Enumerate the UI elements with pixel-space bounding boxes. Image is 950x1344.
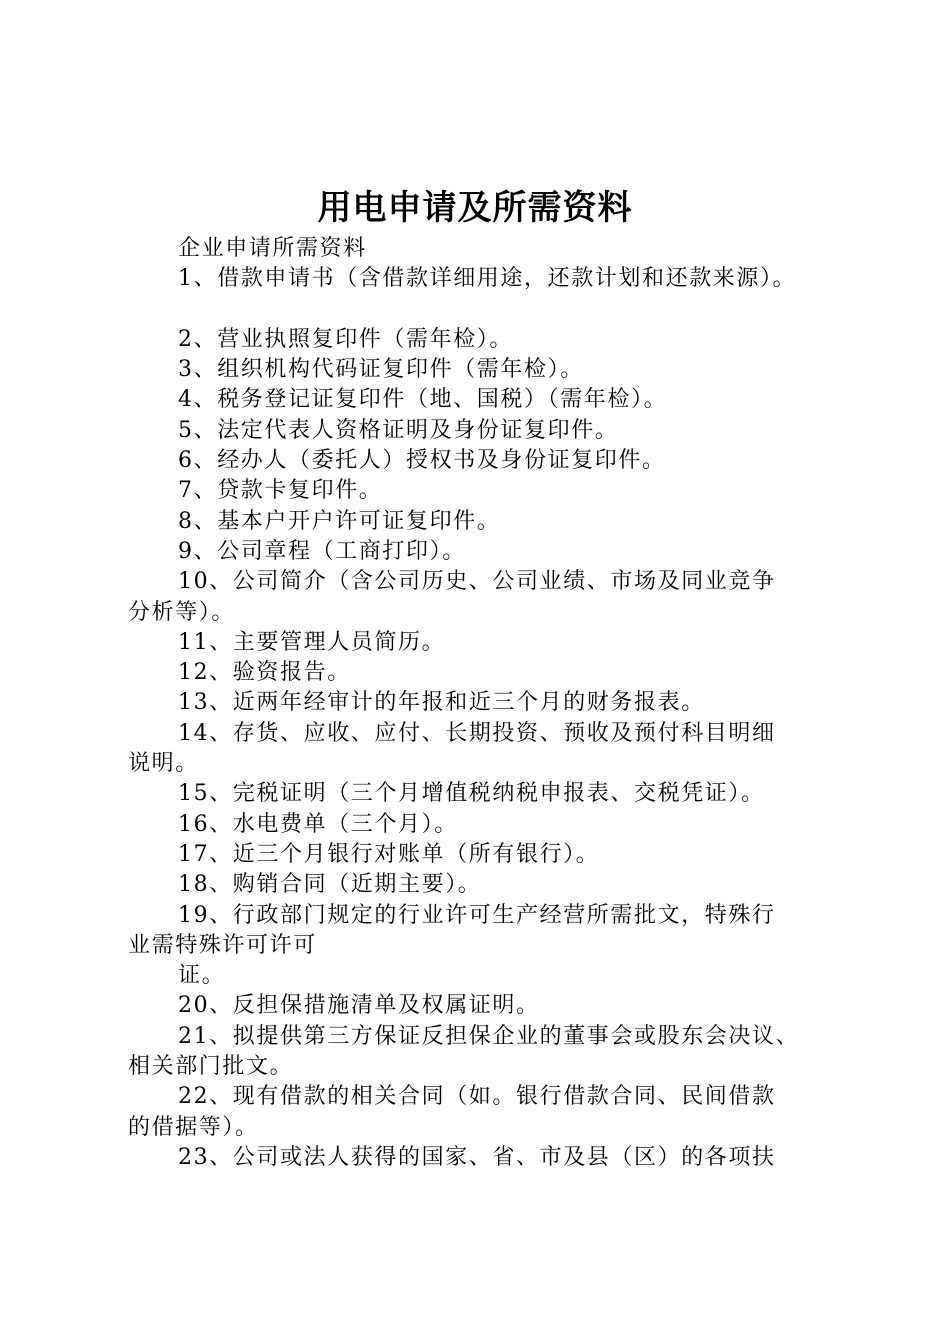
paragraph-line: 18、购销合同（近期主要）。 [178,872,482,898]
paragraph-line: 企业申请所需资料 [178,236,367,261]
paragraph-line: 1、借款申请书（含借款详细用途，还款计划和还款来源）。 [178,266,797,292]
blank-line [128,295,848,325]
paragraph-line: 分析等）。 [128,599,236,625]
paragraph-line: 11、主要管理人员简历。 [178,629,446,655]
paragraph-line: 相关部门批文。 [128,1054,294,1080]
paragraph-line: 12、验资报告。 [178,660,351,686]
paragraph-line: 22、现有借款的相关合同（如。银行借款合同、民间借款 [178,1084,776,1110]
paragraph-line: 2、营业执照复印件（需年检）。 [178,326,513,352]
paragraph-line: 14、存货、应收、应付、长期投资、预收及预付科目明细 [178,720,776,746]
paragraph-line: 20、反担保措施清单及权属证明。 [178,993,540,1019]
paragraph-line: 23、公司或法人获得的国家、省、市及县（区）的各项扶 [178,1144,776,1170]
paragraph-line: 19、行政部门规定的行业许可生产经营所需批文，特殊行 [178,902,776,928]
paragraph-line: 9、公司章程（工商打印）。 [178,538,466,564]
paragraph-line: 13、近两年经审计的年报和近三个月的财务报表。 [178,690,705,716]
paragraph-line: 16、水电费单（三个月）。 [178,811,458,837]
paragraph-line: 8、基本户开户许可证复印件。 [178,508,501,534]
document-body [128,234,848,1173]
paragraph-line: 5、法定代表人资格证明及身份证复印件。 [178,417,619,443]
paragraph-line: 证。 [178,963,226,989]
paragraph-line: 7、贷款卡复印件。 [178,478,383,504]
paragraph-line: 6、经办人（委托人）授权书及身份证复印件。 [178,448,666,474]
paragraph-line: 的借据等）。 [128,1114,259,1140]
paragraph-line: 17、近三个月银行对账单（所有银行）。 [178,841,600,867]
paragraph-line: 说明。 [128,751,199,777]
paragraph-line: 3、组织机构代码证复印件（需年检）。 [178,357,584,383]
paragraph-line: 15、完税证明（三个月增值税纳税申报表、交税凭证）。 [178,781,765,807]
paragraph-line: 4、税务登记证复印件（地、国税）（需年检）。 [178,387,668,413]
paragraph-line: 业需特殊许可许可 [128,932,317,958]
paragraph-line: 21、拟提供第三方保证反担保企业的董事会或股东会决议、 [178,1023,800,1049]
paragraph-line: 10、公司简介（含公司历史、公司业绩、市场及同业竞争 [178,569,776,595]
document-title: 用电申请及所需资料 [317,188,633,228]
